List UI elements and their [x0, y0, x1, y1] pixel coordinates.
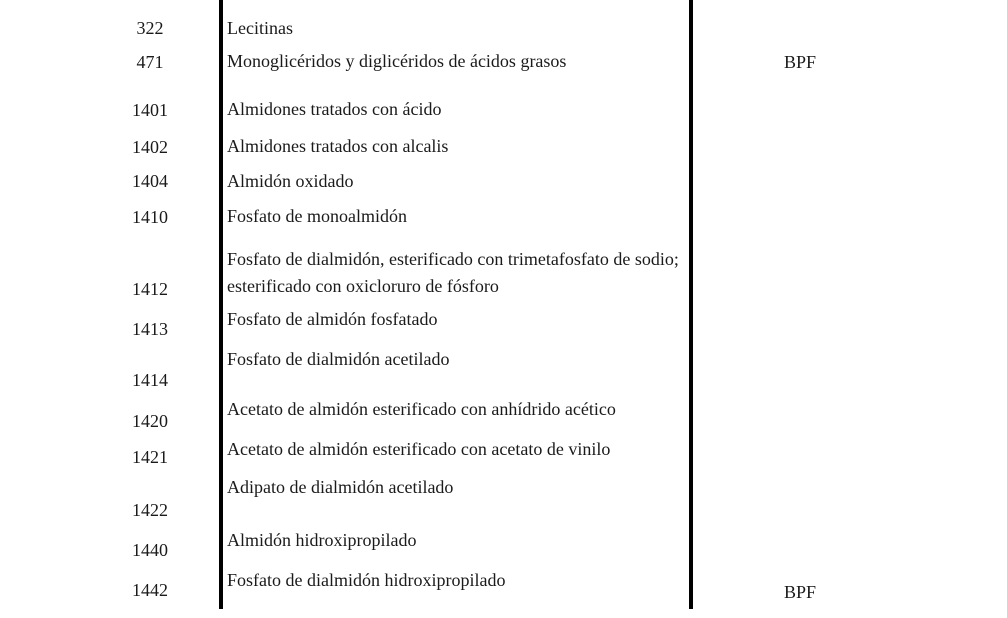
additive-code: 1404	[132, 171, 168, 191]
additive-note: BPF	[783, 52, 817, 72]
additive-description: Fosfato de almidón fosfatado	[227, 309, 438, 329]
additive-description: Monoglicéridos y diglicéridos de ácidos grasos	[227, 51, 567, 71]
additive-description: Almidón hidroxipropilado	[227, 530, 417, 550]
additive-code: 1402	[132, 137, 168, 157]
column-divider-right	[689, 0, 693, 609]
additive-note: BPF	[783, 582, 817, 602]
additive-description: Almidones tratados con alcalis	[227, 136, 449, 156]
additive-code: 1412	[132, 279, 168, 299]
additive-code: 1414	[132, 370, 168, 390]
additive-code: 1401	[132, 100, 168, 120]
additive-code: 1440	[132, 540, 168, 560]
additive-description: Fosfato de dialmidón acetilado	[227, 349, 450, 369]
additive-code: 322	[136, 18, 164, 38]
additive-code: 1442	[132, 580, 168, 600]
additive-description: Lecitinas	[227, 18, 293, 38]
additive-code: 1422	[132, 500, 168, 520]
additive-description: Fosfato de dialmidón hidroxipropilado	[227, 570, 506, 590]
additive-description: Fosfato de monoalmidón	[227, 206, 407, 226]
additive-code: 1413	[132, 319, 168, 339]
additive-description: Acetato de almidón esterificado con acetato de vinilo	[227, 439, 611, 459]
additive-description: Acetato de almidón esterificado con anhídrido acético	[227, 399, 616, 419]
additive-code: 471	[136, 52, 164, 72]
additive-description: Fosfato de dialmidón, esterificado con trimetafosfato de sodio; esterificado con oxicloruro de fósforo	[227, 249, 679, 296]
additive-description: Adipato de dialmidón acetilado	[227, 477, 454, 497]
additive-description: Almidones tratados con ácido	[227, 99, 442, 119]
additive-code: 1421	[132, 447, 168, 467]
column-divider-left	[219, 0, 223, 609]
additive-code: 1410	[132, 207, 168, 227]
additive-code: 1420	[132, 411, 168, 431]
additive-description: Almidón oxidado	[227, 171, 354, 191]
